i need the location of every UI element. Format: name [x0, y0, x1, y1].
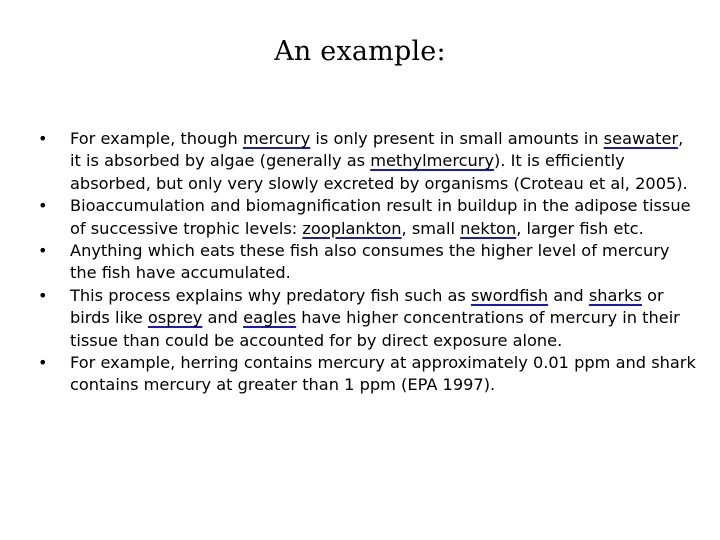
link-eagles[interactable]: eagles [243, 308, 297, 328]
bullet-text: Anything which eats these fish also consumes the higher level of mercury the fish have accumulated. [70, 241, 670, 283]
bullet-text: This process explains why predatory fish such as [70, 285, 471, 305]
bullet-text: Bioaccumulation and biomagnification result in buildup in the adipose tissue of successive trophic levels: [70, 196, 691, 238]
link-sharks[interactable]: sharks [588, 285, 642, 305]
link-osprey[interactable]: osprey [147, 308, 203, 328]
link-seawater[interactable]: seawater [603, 129, 679, 148]
bullet-marker: • [38, 353, 48, 373]
bullet-text: or birds like [70, 285, 664, 328]
link-swordfish[interactable]: swordfish [470, 285, 549, 305]
link-zooplankton[interactable]: zooplankton [302, 218, 402, 238]
bullet-marker: • [38, 285, 48, 305]
bullet-text: For example, though [70, 129, 243, 148]
bullet-text: have higher concentrations of mercury in their tissue than could be accounted for by direct exposure alone. [70, 308, 680, 350]
bullet-text: ). It is efficiently absorbed, but only very slowly excreted by organisms (Croteau et al, 2005). [70, 151, 688, 193]
link-methylmercury[interactable]: methylmercury [370, 151, 495, 171]
bullet-marker: • [38, 241, 48, 261]
bullet-marker: • [38, 196, 48, 216]
bullet-marker: • [38, 129, 48, 148]
bullet-item [38, 240, 698, 285]
bullet-item [38, 195, 698, 240]
bullet-text: and [548, 285, 589, 305]
slide-title: An example: [274, 36, 446, 67]
bullet-text: , it is absorbed by algae (generally as [70, 129, 684, 171]
link-mercury[interactable]: mercury [242, 129, 311, 148]
bullet-text: and [202, 308, 244, 328]
bullet-text: For example, herring contains mercury at approximately 0.01 ppm and shark contains mercury at greater than 1 ppm (EPA 1997). [70, 353, 696, 395]
bullet-text: is only present in small amounts in [310, 129, 604, 148]
bullet-item [38, 128, 698, 195]
link-nekton[interactable]: nekton [460, 218, 517, 238]
bullet-list [38, 128, 698, 397]
bullet-item [38, 352, 698, 397]
bullet-item [38, 285, 698, 352]
bullet-text: , small [401, 218, 461, 238]
bullet-text: , larger fish etc. [516, 218, 644, 238]
